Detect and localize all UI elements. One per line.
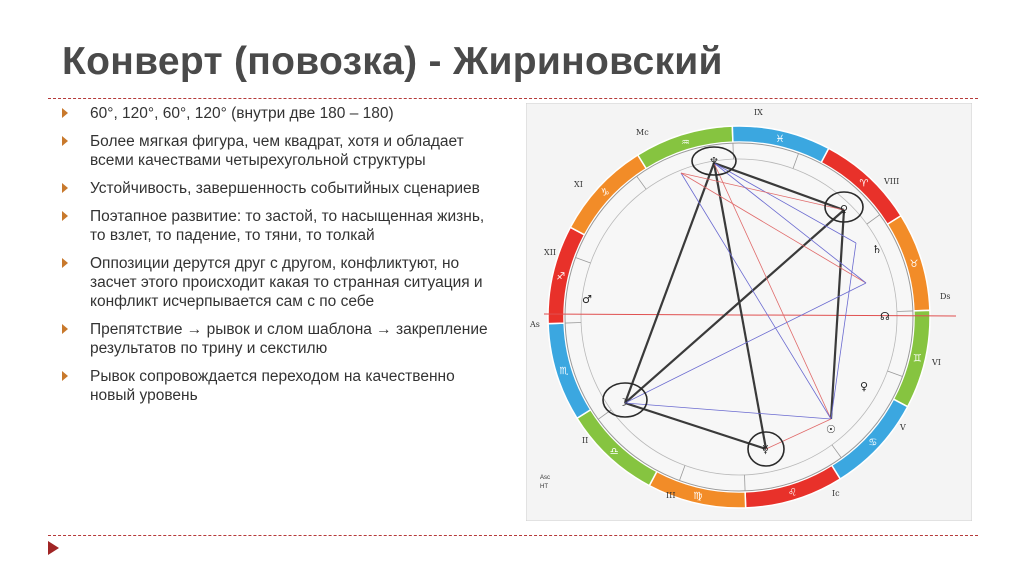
bullet-text: Оппозиции дерутся друг с другом, конфликтуют, но засчет этого происходит какая то странная ситуация и конфликт исчерпывается сам с по себе: [90, 255, 483, 310]
bullet-text: Более мягкая фигура, чем квадрат, хотя и обладает всеми качествами четырехугольной структуры: [90, 133, 464, 169]
house-cusp: [897, 311, 913, 312]
planet-glyph: ☊: [880, 310, 890, 323]
bullet-arrow-icon: [62, 324, 68, 334]
house-label: Ds: [940, 292, 951, 301]
natal-chart-svg: [526, 103, 972, 521]
bullet-arrow-icon: [62, 371, 68, 381]
bullet-text: Поэтапное развитие: то застой, то насыщенная жизнь, то взлет, то падение, то тяни, то толкай: [90, 208, 485, 244]
natal-chart: [526, 103, 972, 521]
bullet-item: [62, 104, 502, 123]
house-label: XI: [574, 180, 583, 189]
bullet-item: [62, 207, 502, 245]
house-label: Mc: [636, 128, 649, 137]
bottom-divider: [48, 535, 978, 536]
bullet-arrow-icon: [62, 183, 68, 193]
bullet-text: Рывок сопровождается переходом на качественно новый уровень: [90, 368, 455, 404]
zodiac-sign-glyph: ♋: [868, 437, 878, 449]
house-label: VIII: [884, 177, 900, 186]
zodiac-sign-glyph: ♐: [556, 271, 566, 283]
house-cusp: [733, 143, 734, 159]
planet-glyph: ♀: [860, 380, 869, 393]
bullet-arrow-icon: [62, 258, 68, 268]
bullet-item: [62, 132, 502, 170]
bullet-item: [62, 179, 502, 198]
zodiac-sign-glyph: ♒: [681, 137, 690, 149]
planet-glyph: ☽: [618, 396, 628, 409]
inner-disc: [565, 143, 913, 491]
zodiac-sign-glyph: ♑: [600, 187, 610, 199]
bullet-arrow-icon: [62, 211, 68, 221]
bullet-text: 60°, 120°, 60°, 120° (внутри две 180 – 180): [90, 105, 394, 122]
bullet-text: Препятствие → рывок и слом шаблона → закрепление результатов по трину и секстилю: [90, 321, 488, 357]
bullet-item: [62, 320, 502, 358]
bullet-item: [62, 254, 502, 311]
zodiac-sign-glyph: ♍: [693, 490, 703, 502]
bullet-item: [62, 367, 502, 405]
bullet-arrow-icon: [62, 108, 68, 118]
planet-glyph: ♄: [872, 243, 882, 256]
bullet-text: Устойчивость, завершенность событийных сценариев: [90, 180, 480, 197]
planet-glyph: ☿: [762, 443, 769, 456]
top-divider: [48, 98, 978, 99]
house-cusp: [565, 323, 581, 324]
zodiac-sign-glyph: ♊: [912, 353, 922, 365]
corner-label-bottom: HT: [540, 484, 548, 490]
bullet-list: [62, 104, 502, 414]
planet-glyph: ♆: [709, 155, 719, 168]
zodiac-sign-glyph: ♏: [559, 366, 569, 378]
planet-glyph: ♂: [582, 293, 592, 306]
house-label: V: [900, 423, 906, 432]
house-label: Ic: [832, 489, 840, 498]
house-label: IX: [754, 108, 763, 117]
bullet-arrow-icon: [62, 136, 68, 146]
corner-arrow-icon: [48, 541, 59, 555]
zodiac-sign-glyph: ♌: [788, 487, 797, 499]
planet-glyph: ☉: [826, 423, 836, 436]
zodiac-sign-glyph: ♓: [775, 134, 785, 146]
house-label: II: [582, 436, 589, 445]
house-cusp: [745, 475, 746, 491]
corner-label-top: Asc: [540, 475, 551, 481]
house-label: VI: [932, 358, 941, 367]
planet-glyph: ♀: [840, 203, 849, 216]
house-label: XII: [544, 248, 557, 257]
slide-title: Конверт (повозка) - Жириновский: [62, 40, 723, 83]
house-label: As: [530, 320, 540, 329]
house-label: III: [666, 491, 676, 500]
zodiac-sign-glyph: ♎: [609, 446, 619, 458]
zodiac-sign-glyph: ♉: [909, 258, 919, 270]
zodiac-sign-glyph: ♈: [859, 178, 869, 190]
